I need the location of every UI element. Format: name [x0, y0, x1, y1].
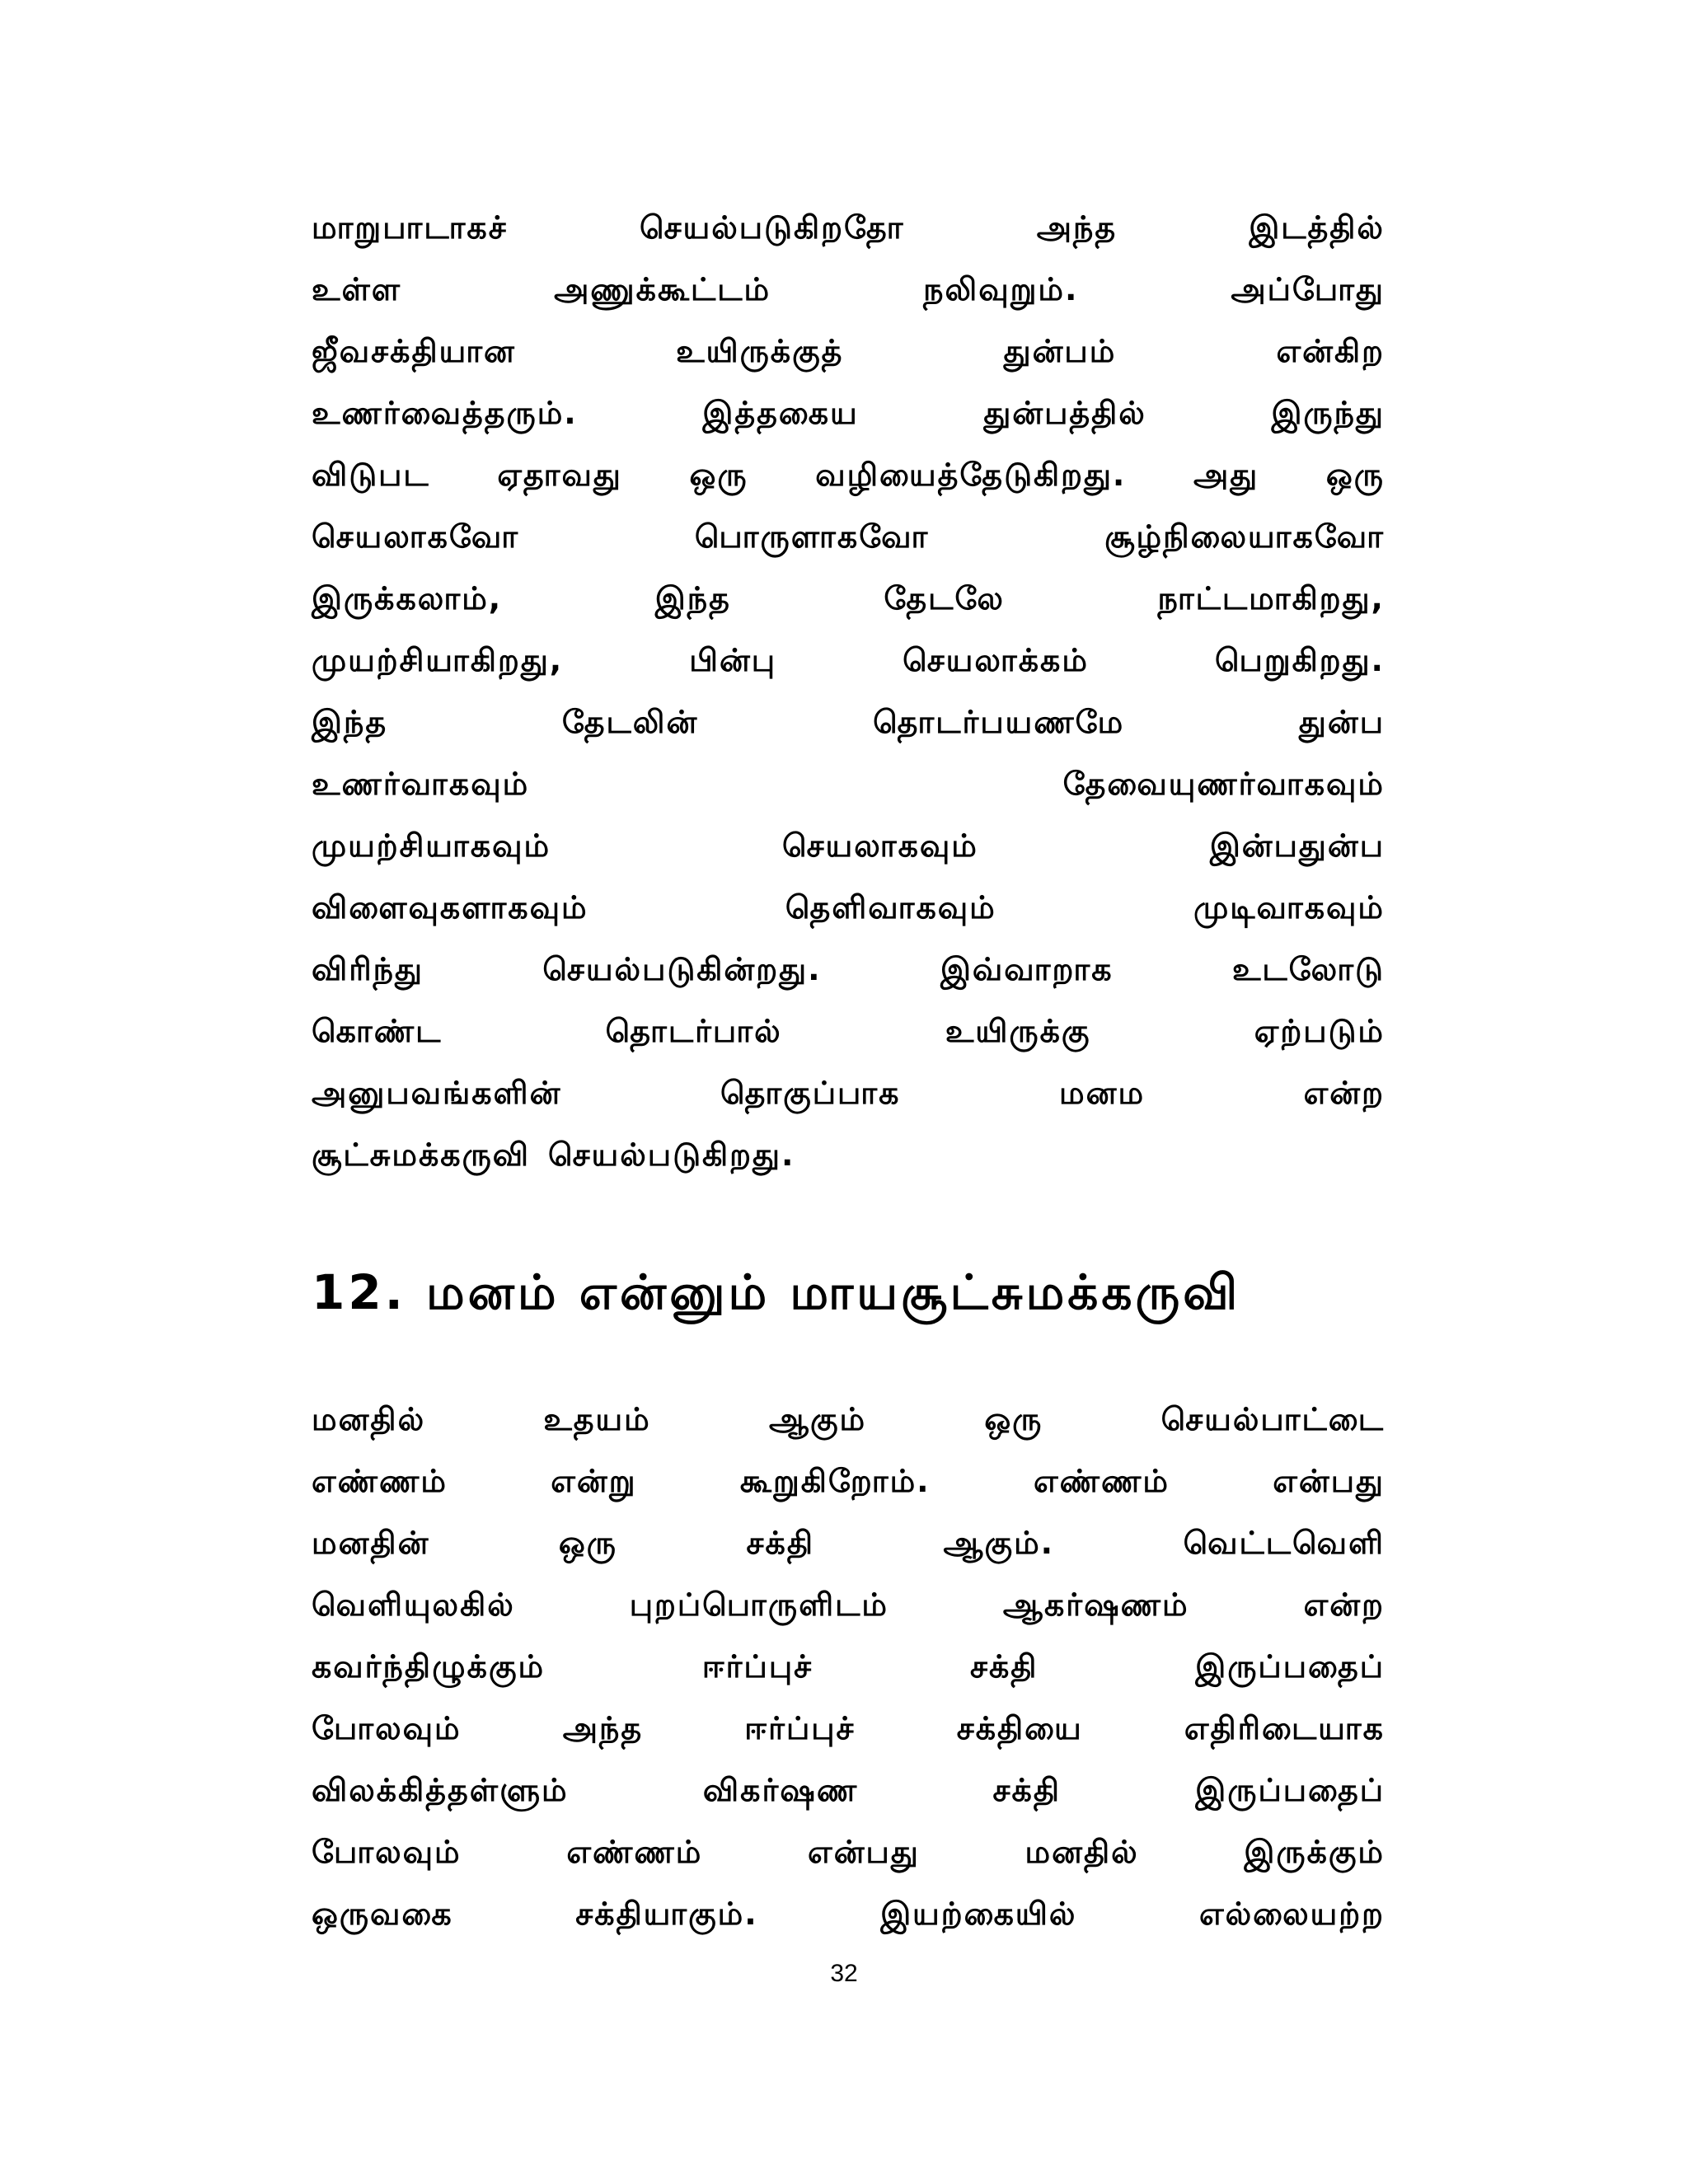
word: மனதில்: [1025, 1834, 1139, 1870]
word: என்ற: [1303, 1075, 1385, 1111]
word: செயல்படுகிறதோ: [640, 209, 905, 246]
word: தொகுப்பாக: [720, 1075, 901, 1111]
text-line: [312, 1565, 1385, 1628]
word: கொண்ட: [312, 1013, 443, 1049]
word: இன்பதுன்ப: [1209, 827, 1385, 864]
word: எல்லையற்ற: [1198, 1896, 1385, 1932]
word: தொடர்பால்: [605, 1013, 782, 1049]
word: முயற்சியாகிறது,: [312, 642, 564, 678]
word: துன்பம்: [1003, 333, 1117, 369]
word: அது: [1193, 457, 1259, 493]
word: இந்த: [312, 704, 388, 740]
word: ஜீவசக்தியான: [312, 333, 516, 369]
word: செயல்படுகின்றது.: [542, 951, 822, 987]
word: அணுக்கூட்டம்: [554, 271, 771, 307]
word: இயற்கையில்: [880, 1896, 1077, 1932]
word: உணர்வாகவும்: [312, 766, 530, 802]
word: பொருளாகவோ: [694, 518, 930, 555]
text-line: [312, 1750, 1385, 1813]
word: இருப்பதைப்: [1195, 1772, 1385, 1808]
word: தொடர்பயணமே: [873, 704, 1125, 740]
text-line: [312, 559, 1385, 621]
word: விடுபட: [312, 457, 430, 493]
word: போலவும்: [312, 1834, 462, 1870]
text-line: [312, 188, 1385, 251]
word: நாட்டமாகிறது,: [1157, 580, 1385, 616]
word: இருக்கும்: [1244, 1834, 1385, 1870]
text-line: [312, 1627, 1385, 1690]
word: என்கிற: [1276, 333, 1385, 369]
word: உதயம்: [543, 1401, 651, 1437]
word: சூழ்நிலையாகவோ: [1104, 518, 1385, 555]
text-line: [312, 1380, 1385, 1442]
word: உணர்வைத்தரும்.: [312, 395, 578, 431]
text-line: [312, 806, 1385, 869]
text-line: [312, 868, 1385, 930]
word: செயலாகவோ: [312, 518, 520, 555]
word: செயலாக்கம்: [903, 642, 1089, 678]
word: கூறுகிறோம்.: [739, 1463, 931, 1499]
word: உள்ள: [312, 271, 402, 307]
word: அந்த: [1036, 209, 1118, 246]
word: செயலாகவும்: [782, 827, 978, 864]
text-line: [312, 497, 1385, 560]
word: எண்ணம்: [1033, 1463, 1170, 1499]
word: வெளியுலகில்: [312, 1586, 515, 1623]
word: முடிவாகவும்: [1193, 889, 1385, 926]
word: அந்த: [562, 1710, 644, 1746]
text-line: [312, 930, 1385, 992]
word: நலிவுறும்.: [923, 271, 1079, 307]
word: ஏதாவது: [497, 457, 622, 493]
word: உயிருக்குத்: [676, 333, 844, 369]
word: செயல்பாட்டை: [1160, 1401, 1385, 1437]
text-line: [312, 312, 1385, 374]
text-line: [312, 250, 1385, 312]
word: இத்தகைய: [702, 395, 859, 431]
text-line: [312, 991, 1385, 1054]
word: புறப்பொருளிடம்: [629, 1586, 889, 1623]
word: இவ்வாறாக: [940, 951, 1114, 987]
word: இடத்தில்: [1249, 209, 1385, 246]
word: இருப்பதைப்: [1195, 1648, 1385, 1685]
word: உயிருக்கு: [945, 1013, 1091, 1049]
word: அப்போது: [1231, 271, 1385, 307]
text-line: [312, 1441, 1385, 1504]
section-heading: 12. மனம் என்னும் மாயசூட்சுமக்கருவி: [312, 1264, 1241, 1320]
word: ஆகும்.: [943, 1525, 1055, 1561]
text-line: [312, 1115, 1385, 1178]
word: ஈர்ப்புச்: [744, 1710, 856, 1746]
text-line: [312, 1874, 1385, 1937]
word: தேடலின்: [561, 704, 699, 740]
word: ஈர்ப்புச்: [701, 1648, 814, 1685]
word: பெறுகிறது.: [1214, 642, 1385, 678]
page-number: 32: [830, 1960, 858, 1987]
word: முயற்சியாகவும்: [312, 827, 551, 864]
word: சக்தி: [746, 1525, 814, 1561]
word: இந்த: [654, 580, 731, 616]
word: போலவும்: [312, 1710, 462, 1746]
word: எதிரிடையாக: [1184, 1710, 1385, 1746]
text-line: [312, 1053, 1385, 1116]
word: மனதின்: [312, 1525, 430, 1561]
word: செயல்படுகிறது.: [548, 1137, 795, 1173]
word: உடலோடு: [1231, 951, 1385, 987]
word: விலக்கித்தள்ளும்: [312, 1772, 569, 1808]
word: என்ற: [1303, 1586, 1385, 1623]
text-line: [312, 1689, 1385, 1751]
text-line: [312, 435, 1385, 498]
text-line: [312, 1503, 1385, 1566]
word: தெளிவாகவும்: [785, 889, 996, 926]
word: எண்ணம்: [312, 1463, 448, 1499]
word: ஒரு: [984, 1401, 1043, 1437]
text-line: [312, 1812, 1385, 1875]
word: மனதில்: [312, 1401, 426, 1437]
word: இருக்கலாம்,: [312, 580, 503, 616]
word: ஒரு: [1325, 457, 1385, 493]
word: கவர்ந்திழுக்கும்: [312, 1648, 546, 1685]
word: விகர்ஷண: [702, 1772, 859, 1808]
word: வழியைத்தேடுகிறது.: [815, 457, 1127, 493]
text-line: [312, 682, 1385, 745]
word: துன்ப: [1298, 704, 1385, 740]
word: வெட்டவெளி: [1183, 1525, 1385, 1561]
word: அனுபவங்களின்: [312, 1075, 562, 1111]
word: ஒருவகை: [312, 1896, 453, 1932]
text-line: [312, 373, 1385, 436]
word: தேடலே: [884, 580, 1005, 616]
word: ஒரு: [558, 1525, 617, 1561]
word: ஏற்படும்: [1254, 1013, 1385, 1049]
word: மாறுபாடாகச்: [312, 209, 508, 246]
word: ஆகர்ஷணம்: [1002, 1586, 1189, 1623]
word: சக்தியை: [956, 1710, 1083, 1746]
word: ஆகும்: [768, 1401, 867, 1437]
word: துன்பத்தில்: [983, 395, 1146, 431]
word: எண்ணம்: [566, 1834, 703, 1870]
word: என்று: [551, 1463, 637, 1499]
word: மனம: [1059, 1075, 1146, 1111]
word: என்பது: [1273, 1463, 1385, 1499]
word: இருந்து: [1271, 395, 1385, 431]
text-line: [312, 621, 1385, 683]
word: சக்தியாகும்.: [575, 1896, 758, 1932]
word: ஒரு: [689, 457, 748, 493]
word: விளைவுகளாகவும்: [312, 889, 588, 926]
word: சூட்சுமக்கருவி: [312, 1137, 531, 1173]
word: பின்பு: [689, 642, 777, 678]
word: விரிந்து: [312, 951, 424, 987]
word: சக்தி: [969, 1648, 1039, 1685]
word: என்பது: [808, 1834, 920, 1870]
word: தேவையுணர்வாகவும்: [1062, 766, 1385, 802]
word: சக்தி: [992, 1772, 1061, 1808]
text-line: [312, 744, 1385, 807]
